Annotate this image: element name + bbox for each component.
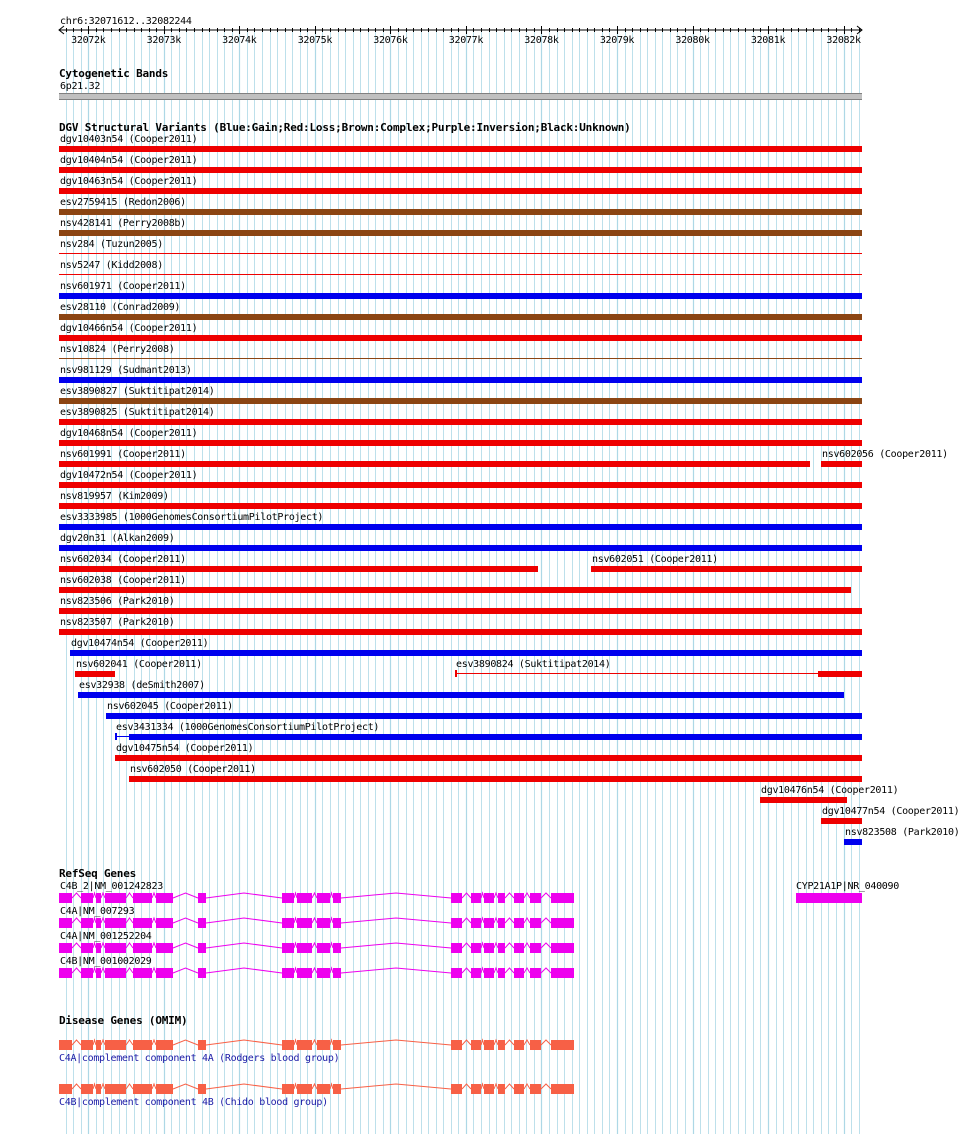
sv-label[interactable]: nsv284 (Tuzun2005) <box>60 239 163 250</box>
exon-block <box>471 943 481 953</box>
exon-block <box>530 943 541 953</box>
refseq-gene-label[interactable]: C4B|NM_001002029 <box>60 956 152 967</box>
sv-label[interactable]: nsv819957 (Kim2009) <box>60 491 169 502</box>
exon-block <box>297 968 312 978</box>
exon-block <box>297 943 312 953</box>
exon-block <box>282 893 294 903</box>
sv-label[interactable]: esv3431334 (1000GenomesConsortiumPilotProject) <box>116 722 380 733</box>
exon-block <box>198 1040 206 1050</box>
exon-block <box>530 1084 541 1094</box>
exon-block <box>282 1084 294 1094</box>
exon-block <box>81 1040 93 1050</box>
exon-block <box>498 1084 505 1094</box>
exon-block <box>198 893 206 903</box>
exon-block <box>551 1040 574 1050</box>
exon-block <box>451 943 462 953</box>
exon-block <box>514 893 524 903</box>
exon-block <box>81 968 93 978</box>
cyp21a1p-label[interactable]: CYP21A1P|NR_040090 <box>796 881 899 892</box>
exon-block <box>484 968 494 978</box>
exon-block <box>514 943 524 953</box>
exon-block <box>133 943 152 953</box>
exon-block <box>59 918 72 928</box>
exon-block <box>514 918 524 928</box>
exon-block <box>317 943 330 953</box>
sv-label[interactable]: esv3333985 (1000GenomesConsortiumPilotProject) <box>60 512 324 523</box>
exon-block <box>282 968 294 978</box>
exon-block <box>156 1084 173 1094</box>
exon-block <box>198 918 206 928</box>
ruler-tick-label: 32080k <box>675 35 710 46</box>
exon-block <box>297 918 312 928</box>
exon-block <box>530 968 541 978</box>
sv-label[interactable]: dgv10404n54 (Cooper2011) <box>60 155 198 166</box>
exon-block <box>451 893 462 903</box>
exon-block <box>484 918 494 928</box>
sv-label[interactable]: nsv823508 (Park2010) <box>845 827 959 838</box>
sv-label[interactable]: dgv10466n54 (Cooper2011) <box>60 323 198 334</box>
region-coordinate-label: chr6:32071612..32082244 <box>60 16 192 27</box>
exon-block <box>133 893 152 903</box>
ruler-tick-label: 32081k <box>750 35 786 46</box>
cytoband-label: 6p21.32 <box>60 81 101 92</box>
exon-block <box>333 918 341 928</box>
exon-block <box>471 1040 481 1050</box>
exon-block <box>133 968 152 978</box>
sv-label[interactable]: nsv601971 (Cooper2011) <box>60 281 186 292</box>
exon-block <box>156 968 173 978</box>
sv-label[interactable]: esv28110 (Conrad2009) <box>60 302 181 313</box>
omim-track-title: Disease Genes (OMIM) <box>59 1014 188 1027</box>
ruler-tick-label: 32082k <box>826 35 861 46</box>
exon-block <box>514 1084 524 1094</box>
exon-block <box>198 943 206 953</box>
exon-block <box>451 968 462 978</box>
omim-gene-label[interactable]: C4A|complement component 4A (Rodgers blood group) <box>59 1053 340 1064</box>
exon-block <box>156 918 173 928</box>
exon-block <box>297 893 312 903</box>
exon-block <box>96 918 101 928</box>
sv-label[interactable]: esv3890824 (Suktitipat2014) <box>456 659 611 670</box>
sv-label[interactable]: nsv602038 (Cooper2011) <box>60 575 186 586</box>
exon-block <box>133 918 152 928</box>
sv-label[interactable]: nsv981129 (Sudmant2013) <box>60 365 192 376</box>
exon-block <box>59 1040 72 1050</box>
exon-block <box>105 1040 126 1050</box>
exon-block <box>551 943 574 953</box>
exon-block <box>471 1084 481 1094</box>
ruler-tick-label: 32072k <box>71 35 106 46</box>
exon-block <box>514 968 524 978</box>
exon-block <box>198 968 206 978</box>
exon-block <box>551 968 574 978</box>
exon-block <box>297 1040 312 1050</box>
refseq-gene-label[interactable]: C4A|NM_007293 <box>60 906 135 917</box>
exon-block <box>451 1084 462 1094</box>
sv-label[interactable]: nsv5247 (Kidd2008) <box>60 260 163 271</box>
sv-label[interactable]: nsv602034 (Cooper2011) <box>60 554 186 565</box>
exon-block <box>530 1040 541 1050</box>
exon-block <box>81 943 93 953</box>
exon-block <box>551 918 574 928</box>
refseq-gene-label[interactable]: C4B_2|NM_001242823 <box>60 881 163 892</box>
sv-label[interactable]: dgv10403n54 (Cooper2011) <box>60 134 198 145</box>
sv-label[interactable]: dgv10463n54 (Cooper2011) <box>60 176 198 187</box>
omim-gene-model <box>59 1084 574 1094</box>
sv-label[interactable]: dgv10477n54 (Cooper2011) <box>822 806 959 817</box>
exon-block <box>484 1084 494 1094</box>
exon-block <box>498 918 505 928</box>
ruler-tick-label: 32079k <box>599 35 635 46</box>
exon-block <box>81 893 93 903</box>
dgv-track-title: DGV Structural Variants (Blue:Gain;Red:Loss;Brown:Complex;Purple:Inversion;Black:Unknown) <box>59 121 631 134</box>
exon-block <box>471 968 481 978</box>
exon-block <box>81 918 93 928</box>
sv-label[interactable]: nsv602051 (Cooper2011) <box>592 554 718 565</box>
exon-block <box>514 1040 524 1050</box>
sv-label[interactable]: nsv602041 (Cooper2011) <box>76 659 202 670</box>
sv-label[interactable]: dgv10468n54 (Cooper2011) <box>60 428 198 439</box>
exon-block <box>333 943 341 953</box>
sv-label[interactable]: nsv602045 (Cooper2011) <box>107 701 233 712</box>
exon-block <box>96 893 101 903</box>
ruler-tick-label: 32077k <box>448 35 484 46</box>
exon-block <box>317 1084 330 1094</box>
exon-block <box>59 943 72 953</box>
exon-block <box>96 1040 101 1050</box>
exon-block <box>317 1040 330 1050</box>
exon-block <box>530 918 541 928</box>
exon-block <box>333 1084 341 1094</box>
exon-block <box>498 968 505 978</box>
sv-label[interactable]: nsv602056 (Cooper2011) <box>822 449 948 460</box>
exon-block <box>105 1084 126 1094</box>
exon-block <box>156 893 173 903</box>
exon-block <box>333 968 341 978</box>
sv-label[interactable]: esv3890825 (Suktitipat2014) <box>60 407 215 418</box>
exon-block <box>498 1040 505 1050</box>
omim-gene-model <box>59 1040 574 1050</box>
ruler-tick-label: 32076k <box>373 35 408 46</box>
exon-block <box>133 1040 152 1050</box>
sv-label[interactable]: nsv823507 (Park2010) <box>60 617 175 628</box>
cyp21a1p-exon-block <box>796 893 862 903</box>
exon-block <box>530 893 541 903</box>
exon-block <box>317 918 330 928</box>
exon-block <box>333 893 341 903</box>
exon-block <box>451 1040 462 1050</box>
sv-label[interactable]: nsv428141 (Perry2008b) <box>60 218 186 229</box>
exon-block <box>59 893 72 903</box>
sv-label[interactable]: nsv10824 (Perry2008) <box>60 344 175 355</box>
exon-block <box>105 968 126 978</box>
exon-block <box>96 943 101 953</box>
sv-label[interactable]: dgv10474n54 (Cooper2011) <box>71 638 209 649</box>
sv-label[interactable]: nsv602050 (Cooper2011) <box>130 764 256 775</box>
omim-gene-label[interactable]: C4B|complement component 4B (Chido blood group) <box>59 1097 328 1108</box>
exon-block <box>198 1084 206 1094</box>
exon-block <box>282 943 294 953</box>
cytoband-track-title: Cytogenetic Bands <box>59 67 169 80</box>
refseq-track-title: RefSeq Genes <box>59 867 137 880</box>
ruler-tick-label: 32073k <box>146 35 181 46</box>
refseq-gene-label[interactable]: C4A|NM_001252204 <box>60 931 152 942</box>
sv-label[interactable]: esv3890827 (Suktitipat2014) <box>60 386 215 397</box>
ruler-tick-label: 32078k <box>524 35 559 46</box>
ruler-tick-label: 32075k <box>297 35 333 46</box>
exon-block <box>282 918 294 928</box>
sv-label[interactable]: esv2759415 (Redon2006) <box>60 197 186 208</box>
exon-block <box>317 968 330 978</box>
exon-block <box>59 1084 72 1094</box>
exon-block <box>105 943 126 953</box>
exon-block <box>498 943 505 953</box>
sv-label[interactable]: nsv823506 (Park2010) <box>60 596 175 607</box>
exon-block <box>484 893 494 903</box>
exon-block <box>551 893 574 903</box>
exon-block <box>105 893 126 903</box>
exon-block <box>317 893 330 903</box>
exon-block <box>471 893 481 903</box>
sv-label[interactable]: dgv10475n54 (Cooper2011) <box>116 743 254 754</box>
sv-label[interactable]: dgv10472n54 (Cooper2011) <box>60 470 198 481</box>
exon-block <box>156 943 173 953</box>
exon-block <box>333 1040 341 1050</box>
exon-block <box>484 943 494 953</box>
exon-block <box>551 1084 574 1094</box>
exon-block <box>471 918 481 928</box>
refseq-gene-model <box>59 893 574 903</box>
exon-block <box>96 1084 101 1094</box>
refseq-gene-model <box>59 943 574 953</box>
sv-label[interactable]: esv32938 (deSmith2007) <box>79 680 205 691</box>
exon-block <box>59 968 72 978</box>
exon-block <box>105 918 126 928</box>
exon-block <box>498 893 505 903</box>
sv-label[interactable]: dgv10476n54 (Cooper2011) <box>761 785 899 796</box>
exon-block <box>451 918 462 928</box>
exon-block <box>282 1040 294 1050</box>
exon-block <box>81 1084 93 1094</box>
sv-label[interactable]: dgv20n31 (Alkan2009) <box>60 533 175 544</box>
ruler-tick-label: 32074k <box>222 35 257 46</box>
refseq-gene-model <box>59 918 574 928</box>
exon-block <box>96 968 101 978</box>
exon-block <box>297 1084 312 1094</box>
sv-label[interactable]: nsv601991 (Cooper2011) <box>60 449 186 460</box>
exon-block <box>133 1084 152 1094</box>
exon-block <box>156 1040 173 1050</box>
exon-block <box>484 1040 494 1050</box>
refseq-gene-model <box>59 968 574 978</box>
